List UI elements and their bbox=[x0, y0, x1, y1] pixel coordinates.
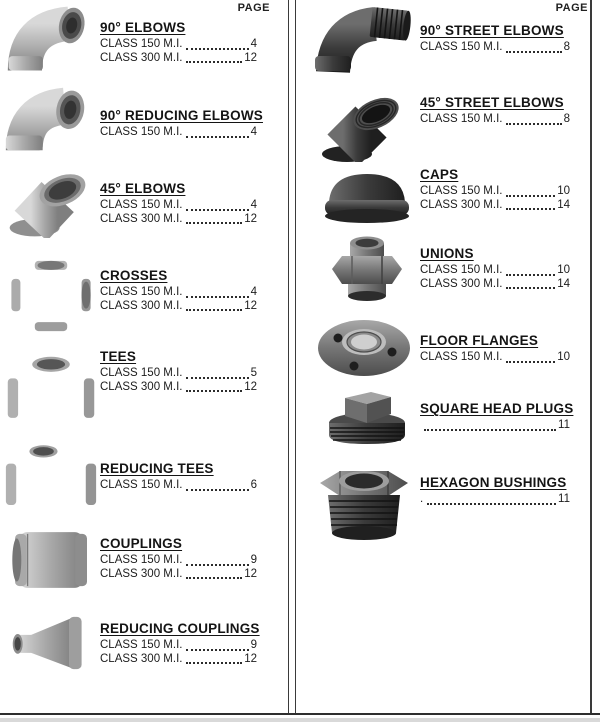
item-title: HEXAGON BUSHINGS bbox=[420, 475, 567, 490]
union-fitting-photo bbox=[318, 230, 416, 302]
index-entry bbox=[100, 199, 257, 213]
index-entry bbox=[420, 199, 570, 213]
reducing-tee-photo bbox=[4, 434, 98, 512]
page-edge-shadow bbox=[0, 718, 600, 722]
entry-page-number: 10 bbox=[557, 264, 570, 276]
entry-label: CLASS 150 M.I. bbox=[420, 264, 503, 276]
entry-label: CLASS 150 M.I. bbox=[420, 113, 503, 125]
entry-label: CLASS 300 M.I. bbox=[420, 198, 503, 211]
dot-leader bbox=[506, 123, 561, 125]
entry-page-number: 10 bbox=[557, 351, 570, 363]
entry-page-number: 11 bbox=[558, 419, 570, 431]
entry-page-number: 10 bbox=[557, 185, 570, 197]
entry-page-number: 8 bbox=[563, 41, 570, 53]
dot-leader bbox=[186, 222, 242, 224]
item-title: 90° REDUCING ELBOWS bbox=[100, 108, 263, 123]
entry-label: CLASS 150 M.I. bbox=[100, 479, 183, 491]
dot-leader bbox=[186, 564, 248, 566]
tee-fitting-photo bbox=[4, 344, 98, 426]
dot-leader bbox=[424, 429, 556, 431]
dot-leader bbox=[506, 51, 561, 53]
dot-leader bbox=[186, 61, 242, 63]
item-title: 45° ELBOWS bbox=[100, 181, 186, 196]
45-degree-elbow-photo bbox=[2, 158, 98, 238]
index-entry bbox=[100, 213, 257, 227]
dot-leader bbox=[186, 390, 242, 392]
item-title: SQUARE HEAD PLUGS bbox=[420, 401, 574, 416]
entry-label: CLASS 150 M.I. bbox=[100, 286, 183, 298]
item-title: CROSSES bbox=[100, 268, 168, 283]
catalog-item-45-street-elbows bbox=[420, 95, 570, 127]
catalog-item-hexagon-bushings bbox=[420, 475, 570, 507]
index-entry bbox=[420, 493, 570, 507]
right-border-line bbox=[590, 0, 592, 714]
entry-label: CLASS 300 M.I. bbox=[100, 567, 183, 580]
90-degree-elbow-photo bbox=[6, 3, 96, 75]
item-title: 45° STREET ELBOWS bbox=[420, 95, 564, 110]
index-entry bbox=[100, 381, 257, 395]
item-title: UNIONS bbox=[420, 246, 474, 261]
dot-leader bbox=[186, 649, 248, 651]
entry-page-number: 6 bbox=[250, 479, 257, 491]
catalog-item-reducing-tees bbox=[100, 461, 257, 493]
catalog-item-90-reducing-elbows bbox=[100, 108, 263, 140]
index-entry bbox=[100, 38, 257, 52]
index-entry bbox=[100, 126, 257, 140]
hexagon-bushing-photo bbox=[312, 450, 416, 548]
item-title: FLOOR FLANGES bbox=[420, 333, 539, 348]
catalog-item-square-head-plugs bbox=[420, 401, 574, 433]
entry-page-number: 9 bbox=[250, 639, 257, 651]
dot-leader bbox=[186, 296, 248, 298]
entry-page-number: 14 bbox=[557, 198, 570, 211]
entry-label: CLASS 150 M.I. bbox=[420, 351, 503, 363]
index-entry bbox=[420, 419, 570, 433]
dot-leader bbox=[506, 274, 555, 276]
floor-flange-photo bbox=[312, 308, 416, 380]
entry-label: CLASS 150 M.I. bbox=[100, 126, 183, 138]
90-degree-street-elbow-photo bbox=[312, 2, 418, 76]
item-title: REDUCING TEES bbox=[100, 461, 214, 476]
entry-label: CLASS 300 M.I. bbox=[420, 277, 503, 290]
entry-label: CLASS 150 M.I. bbox=[100, 367, 183, 379]
index-entry bbox=[100, 367, 257, 381]
index-entry bbox=[100, 554, 257, 568]
index-entry bbox=[100, 300, 257, 314]
catalog-item-couplings bbox=[100, 536, 257, 581]
entry-page-number: 12 bbox=[244, 212, 257, 225]
catalog-item-unions bbox=[420, 246, 570, 291]
entry-page-number: 5 bbox=[250, 367, 257, 379]
index-entry bbox=[420, 351, 570, 365]
square-head-plug-photo bbox=[318, 382, 416, 450]
entry-label: CLASS 150 M.I. bbox=[100, 639, 183, 651]
cap-fitting-photo bbox=[316, 166, 418, 228]
index-entry bbox=[420, 113, 570, 127]
column-divider-line bbox=[288, 0, 289, 714]
index-entry bbox=[420, 278, 570, 292]
dot-leader bbox=[186, 662, 242, 664]
page-column-header-right: PAGE bbox=[555, 2, 588, 14]
entry-label: CLASS 150 M.I. bbox=[100, 554, 183, 566]
dot-leader bbox=[186, 48, 248, 50]
entry-page-number: 12 bbox=[244, 380, 257, 393]
entry-page-number: 11 bbox=[558, 493, 570, 505]
page-column-header-left: PAGE bbox=[237, 2, 270, 14]
entry-page-number: 4 bbox=[250, 199, 257, 211]
item-title: CAPS bbox=[420, 167, 459, 182]
90-degree-reducing-elbow-photo bbox=[4, 84, 96, 154]
dot-leader bbox=[506, 208, 555, 210]
45-degree-street-elbow-photo bbox=[314, 82, 416, 162]
dot-leader bbox=[506, 361, 555, 363]
entry-label: CLASS 150 M.I. bbox=[100, 38, 183, 50]
index-entry bbox=[420, 41, 570, 55]
entry-page-number: 12 bbox=[244, 51, 257, 64]
dot-leader bbox=[506, 287, 555, 289]
index-entry bbox=[100, 479, 257, 493]
index-entry bbox=[100, 568, 257, 582]
index-entry bbox=[420, 264, 570, 278]
catalog-item-caps bbox=[420, 167, 570, 212]
entry-page-number: 4 bbox=[250, 286, 257, 298]
dot-leader bbox=[186, 489, 248, 491]
entry-page-number: 12 bbox=[244, 299, 257, 312]
item-title: 90° STREET ELBOWS bbox=[420, 23, 564, 38]
entry-page-number: 8 bbox=[563, 113, 570, 125]
dot-leader bbox=[186, 209, 248, 211]
dot-leader bbox=[427, 503, 556, 505]
dot-leader bbox=[186, 577, 242, 579]
entry-label: CLASS 150 M.I. bbox=[100, 199, 183, 211]
index-entry bbox=[420, 185, 570, 199]
entry-page-number: 9 bbox=[250, 554, 257, 566]
reducing-coupling-photo bbox=[6, 608, 96, 678]
item-title: 90° ELBOWS bbox=[100, 20, 186, 35]
catalog-item-tees bbox=[100, 349, 257, 394]
index-entry bbox=[100, 52, 257, 66]
index-entry bbox=[100, 286, 257, 300]
column-divider-line bbox=[295, 0, 296, 714]
bottom-border-line bbox=[0, 713, 600, 715]
dot-leader bbox=[186, 377, 248, 379]
catalog-item-crosses bbox=[100, 268, 257, 313]
cross-fitting-photo bbox=[6, 256, 96, 336]
catalog-item-90-elbows bbox=[100, 20, 257, 65]
item-title: TEES bbox=[100, 349, 137, 364]
entry-label: CLASS 150 M.I. bbox=[420, 185, 503, 197]
entry-page-number: 12 bbox=[244, 567, 257, 580]
item-title: REDUCING COUPLINGS bbox=[100, 621, 260, 636]
coupling-photo bbox=[6, 520, 96, 600]
entry-label: CLASS 300 M.I. bbox=[100, 299, 183, 312]
entry-label: CLASS 150 M.I. bbox=[420, 41, 503, 53]
entry-label: CLASS 300 M.I. bbox=[100, 652, 183, 665]
dot-leader bbox=[506, 195, 555, 197]
dot-leader bbox=[186, 136, 248, 138]
entry-label: CLASS 300 M.I. bbox=[100, 212, 183, 225]
entry-label: . bbox=[420, 493, 424, 505]
catalog-item-floor-flanges bbox=[420, 333, 570, 365]
index-entry bbox=[100, 653, 257, 667]
catalog-item-reducing-couplings bbox=[100, 621, 260, 666]
catalog-item-90-street-elbows bbox=[420, 23, 570, 55]
item-title: COUPLINGS bbox=[100, 536, 183, 551]
entry-label: CLASS 300 M.I. bbox=[100, 51, 183, 64]
catalog-item-45-elbows bbox=[100, 181, 257, 226]
entry-page-number: 4 bbox=[250, 38, 257, 50]
entry-label: CLASS 300 M.I. bbox=[100, 380, 183, 393]
index-entry bbox=[100, 639, 257, 653]
dot-leader bbox=[186, 309, 242, 311]
entry-page-number: 4 bbox=[250, 126, 257, 138]
entry-page-number: 14 bbox=[557, 277, 570, 290]
entry-page-number: 12 bbox=[244, 652, 257, 665]
